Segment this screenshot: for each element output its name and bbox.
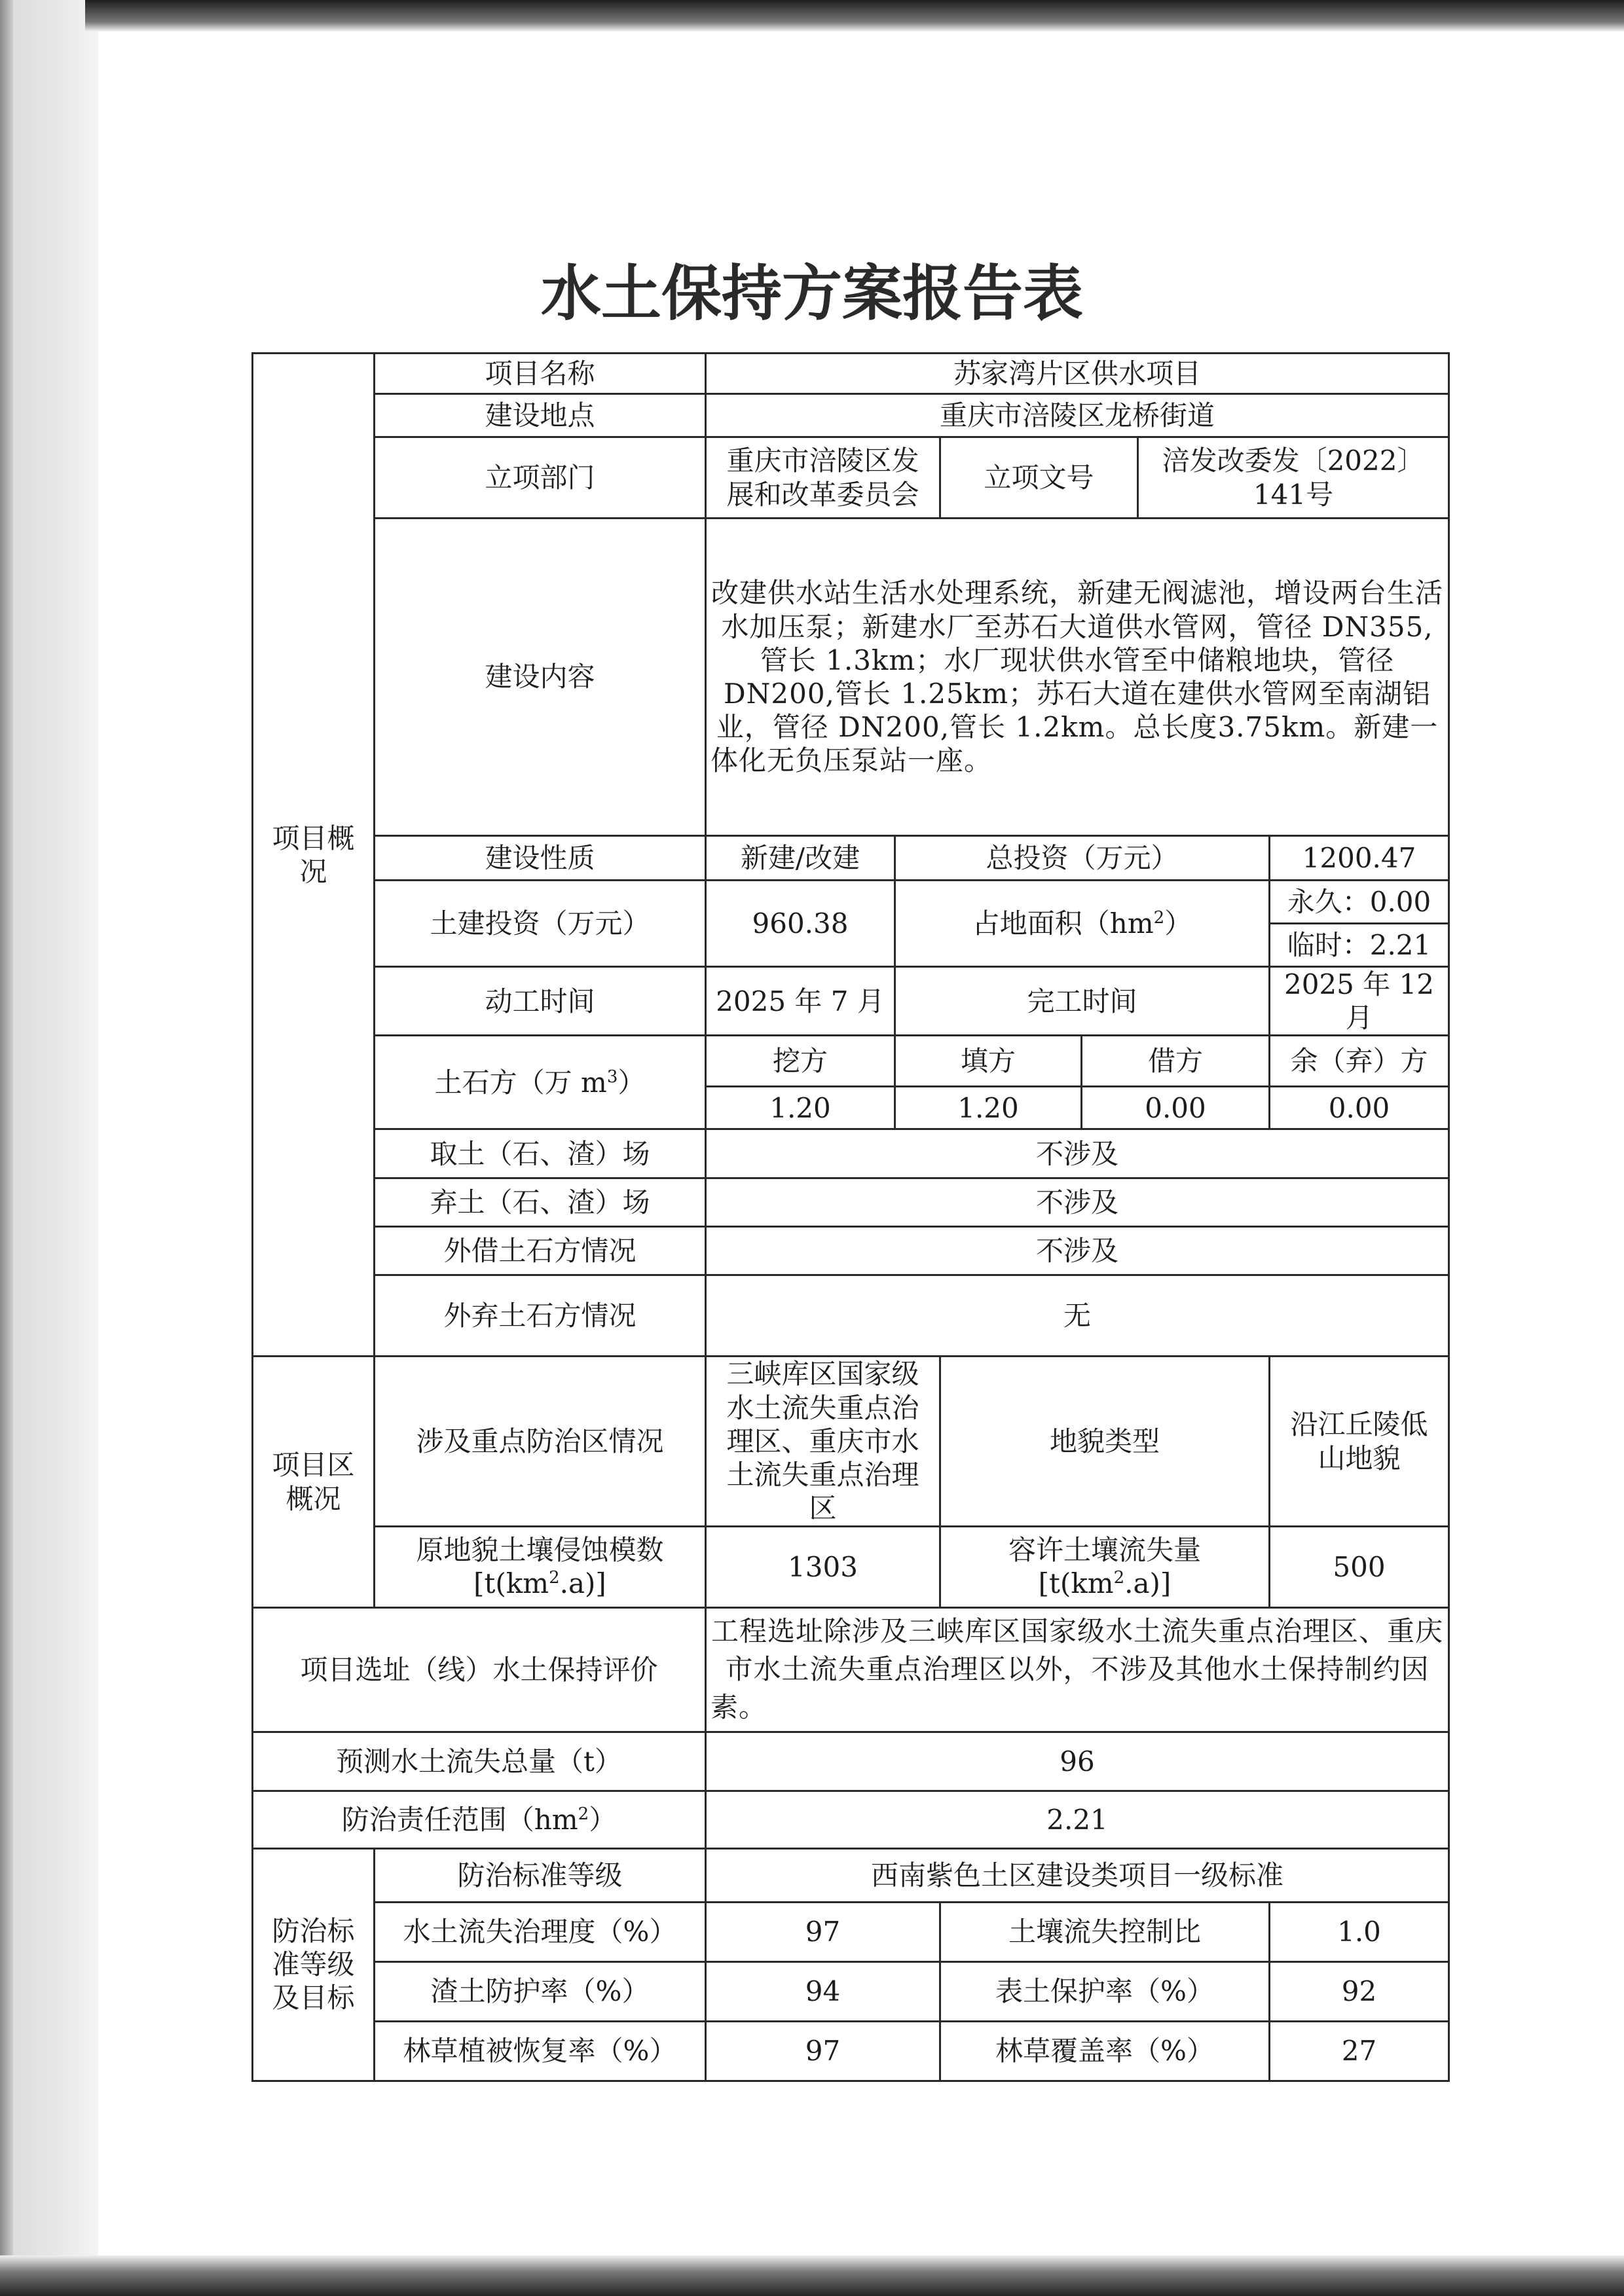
key-zone-label: 涉及重点防治区情况 — [375, 1357, 706, 1526]
predicted-loss-label: 预测水土流失总量（t） — [253, 1732, 706, 1791]
external-borrow-label: 外借土石方情况 — [375, 1227, 706, 1275]
end-time-label: 完工时间 — [895, 967, 1270, 1036]
row-nature — [253, 836, 1449, 881]
approval-doc-label: 立项文号 — [940, 437, 1138, 519]
target-label-2: 表土保护率（%） — [940, 1961, 1270, 2021]
standard-level-value: 西南紫色土区建设类项目一级标准 — [706, 1848, 1449, 1902]
external-spoil-label: 外弃土石方情况 — [375, 1275, 706, 1357]
approval-doc-value: 涪发改委发〔2022〕141号 — [1138, 437, 1449, 519]
row-target — [253, 2021, 1449, 2081]
section-area-label: 项目区概况 — [253, 1357, 375, 1607]
total-investment-label: 总投资（万元） — [895, 836, 1270, 881]
scan-edge-top — [85, 0, 1624, 31]
spoil-site-label: 弃土（石、渣）场 — [375, 1178, 706, 1227]
row-spoil-site — [253, 1178, 1449, 1227]
target-label-1: 林草植被恢复率（%） — [375, 2021, 706, 2081]
section-overview-label: 项目概况 — [253, 354, 375, 1357]
report-form-table — [251, 352, 1450, 2082]
responsibility-scope-value: 2.21 — [706, 1791, 1449, 1848]
target-value-1: 97 — [706, 1902, 940, 1961]
target-label-2: 土壤流失控制比 — [940, 1902, 1270, 1961]
project-name-label: 项目名称 — [375, 354, 706, 394]
row-responsibility-scope — [253, 1791, 1449, 1848]
spoil-site-value: 不涉及 — [706, 1178, 1449, 1227]
borrow-site-label: 取土（石、渣）场 — [375, 1129, 706, 1178]
row-key-zone — [253, 1357, 1449, 1526]
row-external-borrow — [253, 1227, 1449, 1275]
row-erosion — [253, 1526, 1449, 1607]
row-site-evaluation — [253, 1607, 1449, 1732]
earthwork-value-surplus: 0.00 — [1270, 1087, 1449, 1129]
location-value: 重庆市涪陵区龙桥街道 — [706, 394, 1449, 437]
row-borrow-site — [253, 1129, 1449, 1178]
scan-edge-bottom — [0, 2255, 1624, 2296]
landform-label: 地貌类型 — [940, 1357, 1270, 1526]
external-spoil-value: 无 — [706, 1275, 1449, 1357]
row-external-spoil — [253, 1275, 1449, 1357]
target-value-2: 1.0 — [1270, 1902, 1449, 1961]
civil-investment-value: 960.38 — [706, 881, 895, 967]
key-zone-value: 三峡库区国家级水土流失重点治理区、重庆市水土流失重点治理区 — [706, 1357, 940, 1526]
start-time-value: 2025 年 7 月 — [706, 967, 895, 1036]
nature-value: 新建/改建 — [706, 836, 895, 881]
page-shadow-left — [0, 0, 98, 2296]
landform-value: 沿江丘陵低山地貌 — [1270, 1357, 1449, 1526]
page-title: 水土保持方案报告表 — [540, 259, 1083, 329]
land-area-permanent: 永久：0.00 — [1270, 881, 1449, 924]
section-standard-label: 防治标准等级及目标 — [253, 1848, 375, 2081]
civil-investment-label: 土建投资（万元） — [375, 881, 706, 967]
target-label-2: 林草覆盖率（%） — [940, 2021, 1270, 2081]
borrow-site-value: 不涉及 — [706, 1129, 1449, 1178]
row-civil-investment — [253, 881, 1449, 924]
target-label-1: 渣土防护率（%） — [375, 1961, 706, 2021]
row-construction-content — [253, 519, 1449, 836]
row-earthwork-headers — [253, 1036, 1449, 1087]
target-value-1: 94 — [706, 1961, 940, 2021]
site-evaluation-value: 工程选址除涉及三峡库区国家级水土流失重点治理区、重庆市水土流失重点治理区以外，不涉及其他水土保持制约因素。 — [706, 1607, 1449, 1732]
approval-dept-value: 重庆市涪陵区发展和改革委员会 — [706, 437, 940, 519]
total-investment-value: 1200.47 — [1270, 836, 1449, 881]
responsibility-scope-label: 防治责任范围$(hm^2)$ — [253, 1791, 706, 1848]
earthwork-label: 土石方（万 $m^3$） — [375, 1036, 706, 1129]
earthwork-header-surplus: 余（弃）方 — [1270, 1036, 1449, 1087]
earthwork-value-fill: 1.20 — [895, 1087, 1082, 1129]
allowable-loss-label: 容许土壤流失量 $[t(km^2.a)]$ — [940, 1526, 1270, 1607]
row-target — [253, 1961, 1449, 2021]
erosion-modulus-label: 原地貌土壤侵蚀模数 $[t(km^2.a)]$ — [375, 1526, 706, 1607]
start-time-label: 动工时间 — [375, 967, 706, 1036]
target-value-2: 92 — [1270, 1961, 1449, 2021]
land-area-temporary: 临时：2.21 — [1270, 924, 1449, 967]
allowable-loss-value: 500 — [1270, 1526, 1449, 1607]
predicted-loss-value: 96 — [706, 1732, 1449, 1791]
earthwork-value-borrow: 0.00 — [1082, 1087, 1270, 1129]
standard-level-label: 防治标准等级 — [375, 1848, 706, 1902]
construction-content-value: 改建供水站生活水处理系统，新建无阀滤池，增设两台生活水加压泵；新建水厂至苏石大道供水管网，管径 DN355,管长 1.3km；水厂现状供水管至中储粮地块，管径 DN200,管长 1.25km；苏石大道在建供水管网至南湖铝业，管径 DN200,管长 1.2km。总长度3.75km。新建一体化无负压泵站一座。 — [706, 519, 1449, 836]
project-name-value: 苏家湾片区供水项目 — [706, 354, 1449, 394]
row-target — [253, 1902, 1449, 1961]
land-area-label: 占地面积$(hm^2)$ — [895, 881, 1270, 967]
location-label: 建设地点 — [375, 394, 706, 437]
target-value-2: 27 — [1270, 2021, 1449, 2081]
row-schedule — [253, 967, 1449, 1036]
external-borrow-value: 不涉及 — [706, 1227, 1449, 1275]
row-location — [253, 394, 1449, 437]
approval-dept-label: 立项部门 — [375, 437, 706, 519]
construction-content-label: 建设内容 — [375, 519, 706, 836]
earthwork-value-excavation: 1.20 — [706, 1087, 895, 1129]
erosion-modulus-value: 1303 — [706, 1526, 940, 1607]
site-evaluation-label: 项目选址（线）水土保持评价 — [253, 1607, 706, 1732]
scan-edge-left — [0, 0, 13, 2296]
end-time-value: 2025 年 12 月 — [1270, 967, 1449, 1036]
row-approval — [253, 437, 1449, 519]
target-label-1: 水土流失治理度（%） — [375, 1902, 706, 1961]
nature-label: 建设性质 — [375, 836, 706, 881]
earthwork-header-borrow: 借方 — [1082, 1036, 1270, 1087]
earthwork-header-fill: 填方 — [895, 1036, 1082, 1087]
row-project-name — [253, 354, 1449, 394]
target-value-1: 97 — [706, 2021, 940, 2081]
row-predicted-loss — [253, 1732, 1449, 1791]
row-standard-level — [253, 1848, 1449, 1902]
earthwork-header-excavation: 挖方 — [706, 1036, 895, 1087]
